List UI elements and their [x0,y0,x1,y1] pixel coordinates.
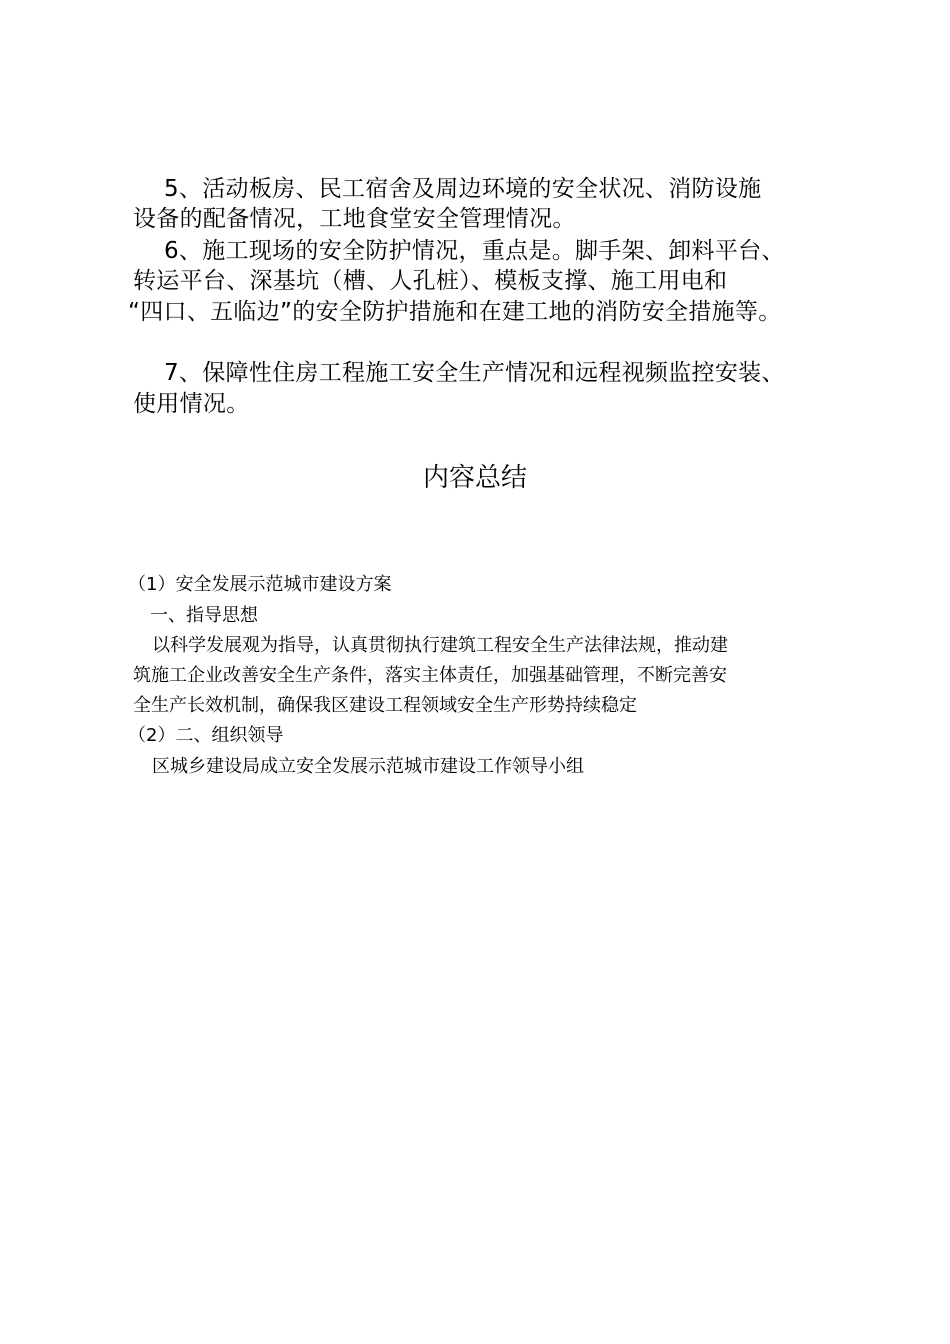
item-7-line-1: 7、保障性住房工程施工安全生产情况和远程视频监控安装、 [164,360,785,386]
summary-line-1: （1）安全发展示范城市建设方案 [128,574,392,595]
item-6-line-3: “四口、五临边”的安全防护措施和在建工地的消防安全措施等。 [128,299,782,325]
item-6-line-2: 转运平台、深基坑（槽、人孔桩）、模板支撑、施工用电和 [133,268,728,294]
summary-line-2: 一、指导思想 [150,605,258,626]
item-5-line-2: 设备的配备情况，工地食堂安全管理情况。 [133,206,576,232]
summary-heading: 内容总结 [422,463,527,493]
summary-line-5: 全生产长效机制，确保我区建设工程领域安全生产形势持续稳定 [133,695,637,716]
summary-line-4: 筑施工企业改善安全生产条件，落实主体责任，加强基础管理，不断完善安 [133,665,727,686]
item-6-line-1: 6、施工现场的安全防护情况，重点是。脚手架、卸料平台、 [164,238,785,264]
summary-line-7: 区城乡建设局成立安全发展示范城市建设工作领导小组 [152,756,584,777]
item-5-line-1: 5、活动板房、民工宿舍及周边环境的安全状况、消防设施 [164,176,762,202]
summary-line-3: 以科学发展观为指导，认真贯彻执行建筑工程安全生产法律法规，推动建 [152,635,728,656]
summary-line-6: （2）二、组织领导 [128,725,284,746]
item-7-line-2: 使用情况。 [133,391,250,417]
